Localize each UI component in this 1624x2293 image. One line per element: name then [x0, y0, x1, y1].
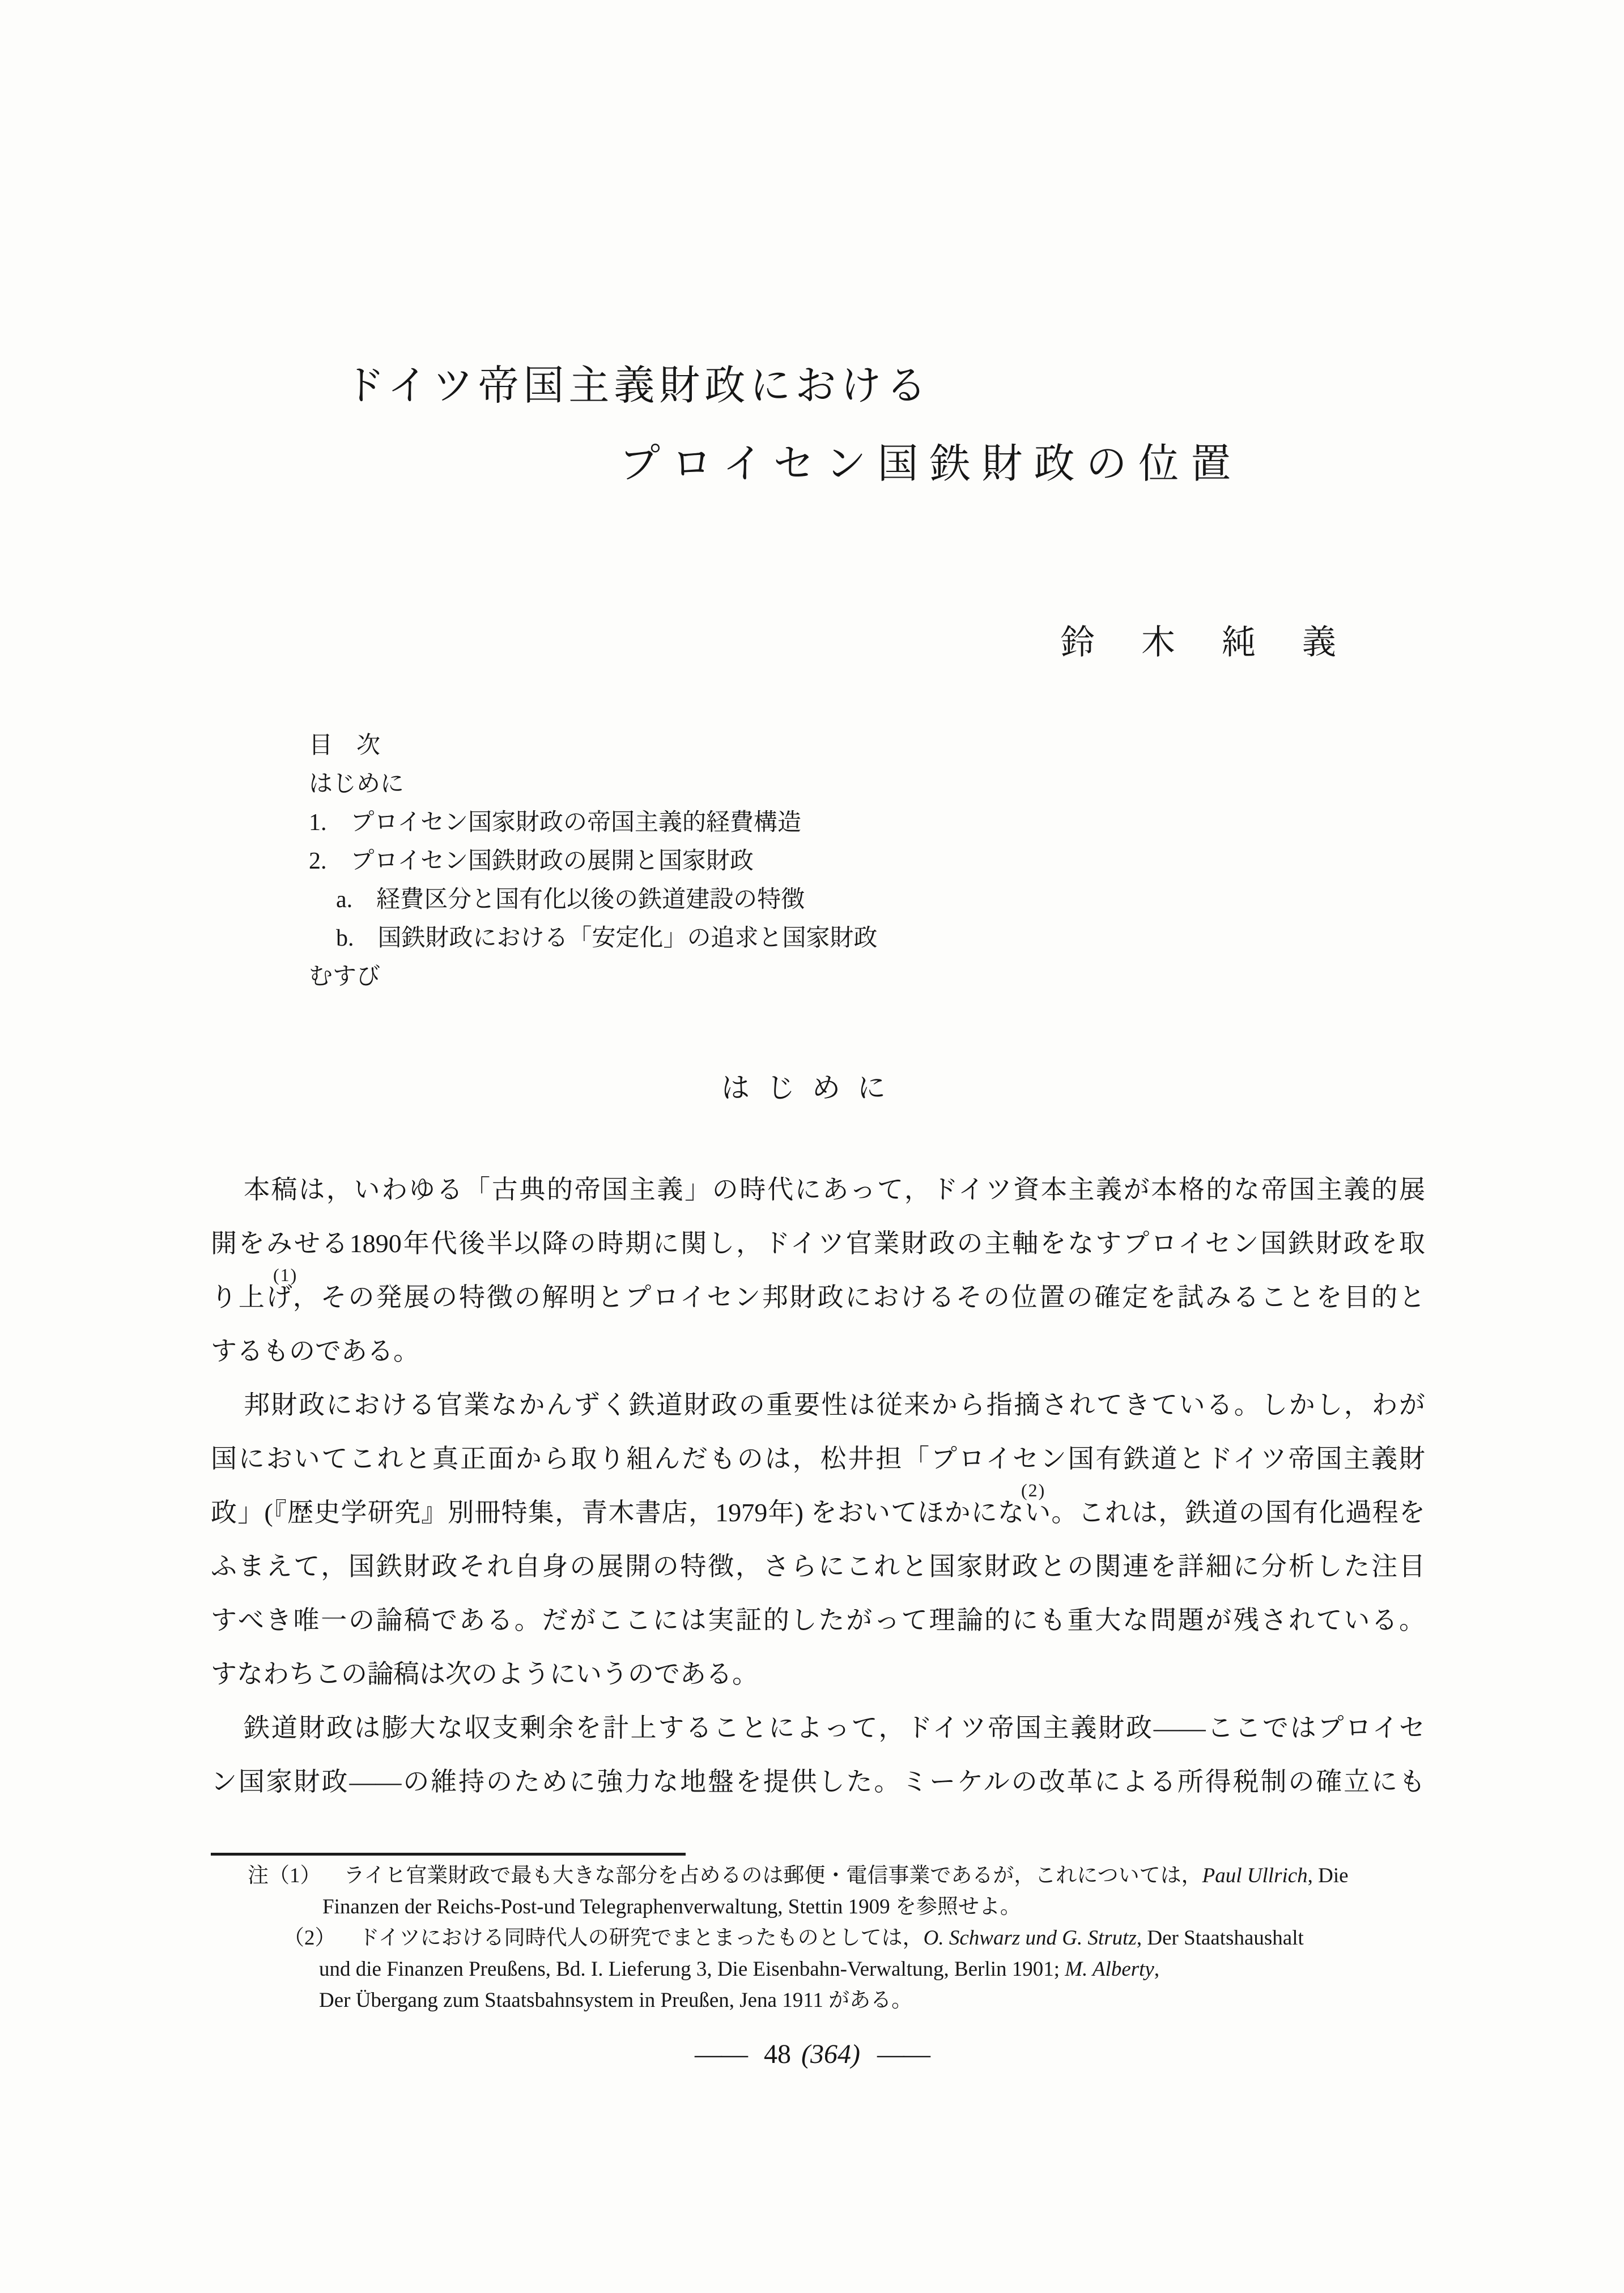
toc-item-2b: b. 国鉄財政における「安定化」の追求と国家財政: [336, 925, 878, 951]
footnote-2-author-italic: M. Alberty: [1065, 1958, 1154, 1981]
footnote-2-authors-italic: O. Schwarz und G. Strutz: [923, 1926, 1137, 1950]
body-line-text: ふまえて，国鉄財政それ自身の展開の特徴，さらにこれと国家財政との関連を詳細に分析した注目: [211, 1552, 1425, 1581]
footnote-marker-1: (1): [273, 1265, 298, 1285]
section-heading-hajimeni: はじめに: [721, 1072, 903, 1104]
page-number: [0, 2037, 1624, 2071]
footnote-1-label: 注（1）: [248, 1864, 321, 1887]
body-line-text: 鉄道財政は膨大な収支剰余を計上することによって，ドイツ帝国主義財政——ここではプロイセ: [244, 1713, 1425, 1742]
toc-item-hajimeni: はじめに: [309, 771, 405, 797]
footnote-line: [248, 1922, 1432, 1954]
footnotes: [248, 1860, 1432, 2016]
footnote-2-text: Der Übergang zum Staatsbahnsystem in Preußen, Jena 1911 がある。: [319, 1989, 913, 2012]
body-line: [211, 1378, 1425, 1432]
footnote-2-text: , Der Staatshaushalt: [1136, 1926, 1304, 1950]
toc-heading: 目 次: [309, 733, 381, 759]
table-of-contents: [309, 726, 878, 996]
body-line: [211, 1163, 1425, 1216]
footnote-1-text: Finanzen der Reichs-Post-und Telegraphenverwaltung, Stettin 1909 を参照せよ。: [322, 1895, 1021, 1918]
body-line: [211, 1755, 1425, 1809]
body-line: [211, 1701, 1425, 1755]
body-line-text: 政」(『歴史学研究』別冊特集，青木書店，1979年) をおいてほかにない。これは，鉄道の国有化過程を: [211, 1498, 1425, 1527]
page-folio: 48: [764, 2039, 792, 2069]
footnote-line: [248, 1891, 1432, 1922]
toc-item-musubi: むすび: [309, 964, 381, 990]
body-line: [211, 1265, 1425, 1324]
toc-item-1: 1. プロイセン国家財政の帝国主義的経費構造: [309, 810, 801, 836]
page-folio-series: (364): [801, 2039, 860, 2069]
footnote-line: [248, 1985, 1432, 2016]
footnote-1-text: , Die: [1307, 1864, 1349, 1887]
body-line: [211, 1216, 1425, 1270]
footnote-2-text: und die Finanzen Preußens, Bd. I. Lieferung 3, Die Eisenbahn-Verwaltung, Berlin 1901;: [319, 1958, 1065, 1981]
footnote-line: [248, 1954, 1432, 1985]
article-title-line-1: ドイツ帝国主義財政における: [344, 363, 932, 409]
body-text: [211, 1163, 1425, 1809]
body-line-text: り上げ，その発展の特徴の解明とプロイセン邦財政におけるその位置の確定を試みることを目的と: [211, 1283, 1425, 1312]
toc-item-2a: a. 経費区分と国有化以後の鉄道建設の特徴: [336, 887, 805, 913]
footnote-2-text: ,: [1154, 1958, 1160, 1981]
page-number-rule-right: ——: [877, 2039, 929, 2069]
body-line: [211, 1432, 1425, 1486]
body-line-text: ン国家財政——の維持のために強力な地盤を提供した。ミーケルの改革による所得税制の確立にも: [211, 1767, 1425, 1796]
page-number-rule-left: ——: [695, 2039, 747, 2069]
body-line-text: 開をみせる1890年代後半以降の時期に関し，ドイツ官業財政の主軸をなすプロイセン国鉄財政を取: [211, 1229, 1425, 1258]
body-line: [211, 1593, 1425, 1647]
body-line-text: すなわちこの論稿は次のようにいうのである。: [211, 1660, 758, 1688]
article-title-line-2: プロイセン国鉄財政の位置: [619, 441, 1243, 487]
body-line: [211, 1480, 1425, 1539]
body-line-text: 邦財政における官業なかんずく鉄道財政の重要性は従来から指摘されてきている。しかし，わが: [244, 1390, 1425, 1419]
footnote-1-author-italic: Paul Ullrich: [1202, 1864, 1308, 1887]
footnote-marker-2: (2): [1021, 1480, 1046, 1500]
body-line-text: すべき唯一の論稿である。だがここには実証的したがって理論的にも重大な問題が残されている。: [211, 1606, 1425, 1635]
footnote-2-label: （2）: [283, 1926, 336, 1950]
author-name: 鈴木純義: [1061, 624, 1383, 661]
body-line-text: 国においてこれと真正面から取り組んだものは，松井担「プロイセン国有鉄道とドイツ帝国主義財: [211, 1444, 1425, 1473]
footnote-2-text: ドイツにおける同時代人の研究でまとまったものとしては，: [358, 1926, 924, 1950]
body-line: [211, 1324, 1425, 1378]
body-line-text: 本稿は，いわゆる「古典的帝国主義」の時代にあって，ドイツ資本主義が本格的な帝国主義的展: [244, 1175, 1425, 1204]
footnote-1-text: ライヒ官業財政で最も大きな部分を占めるのは郵便・電信事業であるが，これについては，: [343, 1864, 1202, 1887]
footnote-line: [248, 1860, 1432, 1891]
toc-item-2: 2. プロイセン国鉄財政の展開と国家財政: [309, 848, 754, 874]
footnote-separator: [211, 1853, 686, 1856]
body-line-text: するものである。: [211, 1337, 419, 1365]
body-line: [211, 1647, 1425, 1701]
body-line: [211, 1539, 1425, 1593]
